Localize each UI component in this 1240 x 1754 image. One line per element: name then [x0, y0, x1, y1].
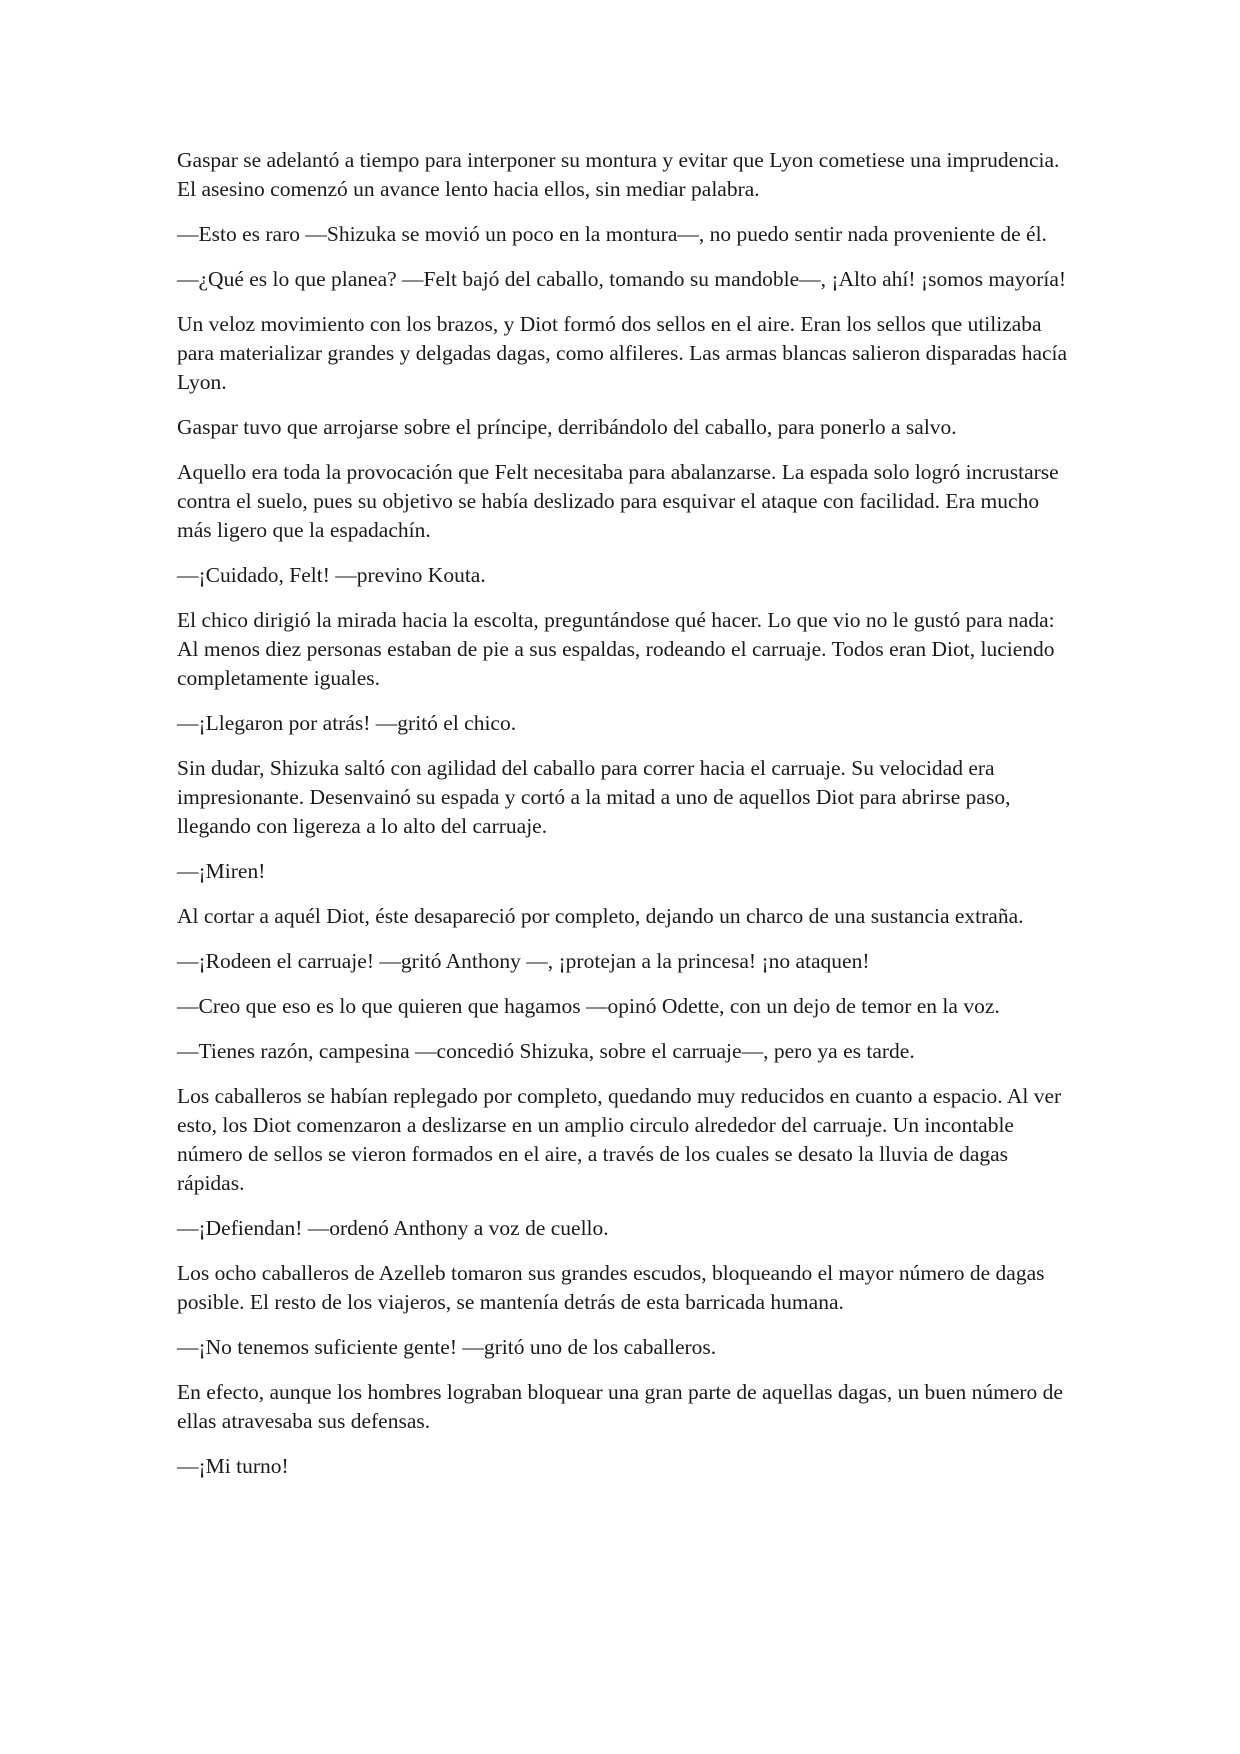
paragraph: —¡Cuidado, Felt! —previno Kouta. [177, 563, 486, 587]
body-text [177, 146, 1077, 1497]
paragraph: El chico dirigió la mirada hacia la escolta, preguntándose qué hacer. Lo que vio no le gustó para nada: Al menos diez personas estaban de pie a sus espaldas, rodeando el carruaje. Todos eran Diot, luciendo completamente iguales. [177, 608, 1055, 690]
paragraph: Un veloz movimiento con los brazos, y Diot formó dos sellos en el aire. Eran los sellos que utilizaba para materializar grandes y delgadas dagas, como alfileres. Las armas blancas salieron disparadas hacía Lyon. [177, 312, 1068, 394]
paragraph: —¡No tenemos suficiente gente! —gritó uno de los caballeros. [177, 1335, 717, 1359]
paragraph: —¡Defiendan! —ordenó Anthony a voz de cuello. [177, 1216, 609, 1240]
paragraph: —Esto es raro —Shizuka se movió un poco en la montura—, no puedo sentir nada proveniente de él. [177, 222, 1047, 246]
paragraph: —¡Rodeen el carruaje! —gritó Anthony —, ¡protejan a la princesa! ¡no ataquen! [177, 949, 870, 973]
paragraph: —¡Llegaron por atrás! —gritó el chico. [177, 711, 517, 735]
paragraph: Sin dudar, Shizuka saltó con agilidad del caballo para correr hacia el carruaje. Su velocidad era impresionante. Desenvainó su espada y cortó a la mitad a uno de aquellos Diot para abrirse paso, llegando con ligereza a lo alto del carruaje. [177, 756, 1011, 838]
paragraph: —¡Mi turno! [177, 1454, 289, 1478]
paragraph: —Tienes razón, campesina —concedió Shizuka, sobre el carruaje—, pero ya es tarde. [177, 1039, 915, 1063]
paragraph: Gaspar se adelantó a tiempo para interponer su montura y evitar que Lyon cometiese una imprudencia. El asesino comenzó un avance lento hacia ellos, sin mediar palabra. [177, 148, 1060, 201]
paragraph: —¡Miren! [177, 859, 266, 883]
paragraph: Los ocho caballeros de Azelleb tomaron sus grandes escudos, bloqueando el mayor número de dagas posible. El resto de los viajeros, se mantenía detrás de esta barricada humana. [177, 1261, 1045, 1314]
paragraph: —¿Qué es lo que planea? —Felt bajó del caballo, tomando su mandoble—, ¡Alto ahí! ¡somos mayoría! [177, 267, 1067, 291]
paragraph: Al cortar a aquél Diot, éste desapareció por completo, dejando un charco de una sustancia extraña. [177, 904, 1024, 928]
paragraph: Gaspar tuvo que arrojarse sobre el príncipe, derribándolo del caballo, para ponerlo a salvo. [177, 415, 957, 439]
paragraph: En efecto, aunque los hombres lograban bloquear una gran parte de aquellas dagas, un buen número de ellas atravesaba sus defensas. [177, 1380, 1063, 1433]
paragraph: Los caballeros se habían replegado por completo, quedando muy reducidos en cuanto a espacio. Al ver esto, los Diot comenzaron a deslizarse en un amplio circulo alrededor del carruaje. Un incontable número de sellos se vieron formados en el aire, a través de los cuales se desato la lluvia de dagas rápidas. [177, 1084, 1062, 1195]
paragraph: —Creo que eso es lo que quieren que hagamos —opinó Odette, con un dejo de temor en la voz. [177, 994, 1000, 1018]
paragraph: Aquello era toda la provocación que Felt necesitaba para abalanzarse. La espada solo logró incrustarse contra el suelo, pues su objetivo se había deslizado para esquivar el ataque con facilidad. Era mucho más ligero que la espadachín. [177, 460, 1059, 542]
